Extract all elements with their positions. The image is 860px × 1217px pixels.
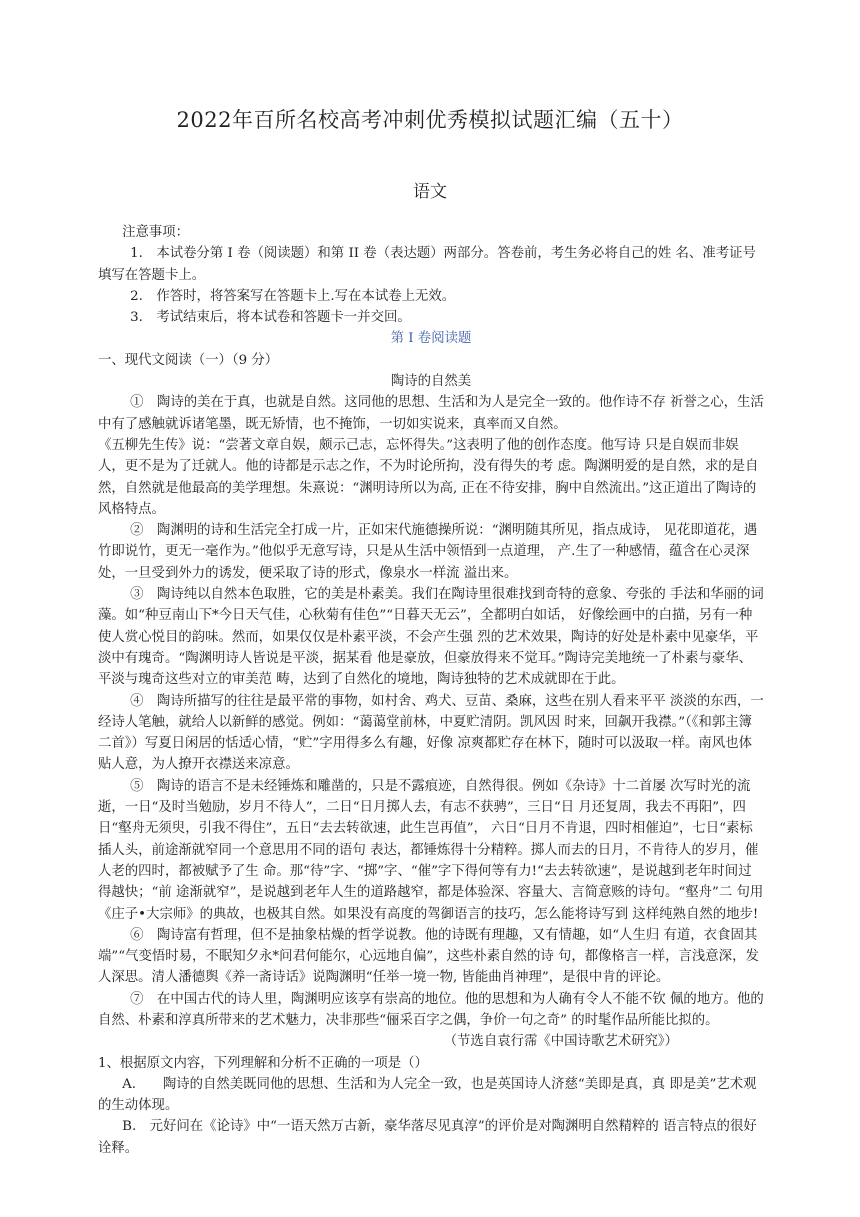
exam-body bbox=[98, 222, 764, 1159]
article-paragraph-3: ③ 陶诗纯以自然本色取胜，它的美是朴素美。我们在陶诗里很难找到奇特的意象、夸张的 手法和华丽的词藻。如“种豆南山下*今日天气佳，心秋菊有佳色”“日暮天无云”，全都明白如话， 好像绘画中的白描，另有一种使人赏心悦目的韵味。然而，如果仅仅是朴素平淡，不会产生强 烈的艺术效果，陶诗的好处是朴素中见豪华，平淡中有瑰奇。“陶渊明诗人皆说是平淡，据某看 他是豪放，但豪放得来不觉耳。”陶诗完美地统一了朴素与豪华、平淡与瑰奇这些对立的审美范 畴，达到了自然化的境地，陶诗独特的艺术成就即在于此。 bbox=[98, 587, 764, 688]
article-paragraph-7: ⑦ 在中国古代的诗人里，陶渊明应该享有崇高的地位。他的思想和为人确有令人不能不钦 佩的地方。他的自然、朴素和淳真所带来的艺术魅力，决非那些“俪采百字之偶，争价一句之奇” 的时髦作品所能比拟的。 bbox=[98, 991, 764, 1028]
subject-title: 语文 bbox=[413, 182, 447, 202]
article-paragraph-4: ④ 陶诗所描写的往往是最平常的事物，如村舍、鸡犬、豆苗、桑麻，这些在别人看来平平 淡淡的东西，一经诗人笔触，就给人以新鲜的感觉。例如：“蔼蔼堂前林，中夏贮清阴。凯风因 时来，回飙开我襟。”（《和郭主簿二首》）写夏日闲居的恬适心情，“贮”字用得多么有趣，好像 凉爽都贮存在林下，随时可以汲取一样。南风也体贴人意，为人撩开衣襟送来凉意。 bbox=[98, 693, 764, 773]
article-paragraph-5: ⑤ 陶诗的语言不是未经锤炼和雕凿的，只是不露痕迹，自然得很。例如《杂诗》十二首屡 次写时光的流逝，一日“及时当勉励，岁月不待人”，二日“日月掷人去，有志不获骋”，三日“日 月还复周，我去不再阳”，四日“壑舟无须臾，引我不得住”，五日“去去转欲速，此生岂再值”， 六日“日月不肯退，四时相催迫”，七日“素标插人头，前途渐就窄同一个意思用不同的语句 表达，都锤炼得十分精粹。掷人而去的日月，不肯待人的岁月，催人老的四时，都被赋予了生 命。那“待”字、“掷”字、“催”字下得何等有力!“去去转欲速”，是说越到老年时间过得越快；“前 途渐就窄”，是说越到老年人生的道路越窄，都是体验深、容量大、言简意赅的诗句。“壑舟”二 句用《庄子•大宗师》的典故，也极其自然。如果没有高度的驾御语言的技巧，怎么能将诗写到 这样纯熟自然的地步! bbox=[98, 778, 764, 922]
article-paragraph-1: ① 陶诗的美在于真，也就是自然。这同他的思想、生活和为人是完全一致的。他作诗不存 祈誉之心，生活中有了感触就诉诸笔墨，既无矫情，也不掩饰，一切如实说来，真率而又自然。 bbox=[98, 395, 764, 432]
volume-title: 第 I 卷阅读题 bbox=[390, 331, 472, 347]
question-option-a: A. 陶诗的自然美既同他的思想、生活和为人完全一致，也是英国诗人济慈“美即是真，真 即是美”艺术观的生动体现。 bbox=[98, 1076, 757, 1114]
question-option-b: B. 元好问在《论诗》中“一语天然万古新，豪华落尽见真淳”的评价是对陶渊明自然精粹的 语言特点的很好诠释。 bbox=[98, 1119, 757, 1156]
notice-item-2: 2. 作答时，将答案写在答题卡上.写在本试卷上无效。 bbox=[130, 288, 456, 304]
exam-title: 2022年百所名校高考冲刺优秀模拟试题汇编（五十） bbox=[176, 108, 684, 132]
notice-item-3: 3. 考试结束后，将本试卷和答题卡一并交回。 bbox=[130, 310, 411, 326]
notice-item-1: 1. 本试卷分第 I 卷（阅读题）和第 II 卷（表达题）两部分。答卷前，考生务必将自己的姓 名、准考证号填写在答题卡上。 bbox=[98, 246, 756, 283]
article-paragraph-6: ⑥ 陶诗富有哲理，但不是抽象枯燥的哲学说教。他的诗既有理趣，又有情趣，如“人生归 有道，衣食固其端”“气变悟时易，不眠知夕永*问君何能尔，心远地自偏”，这些朴素自然的诗 句，都像格言一样，言浅意深，发人深思。清人潘德舆《养一斋诗话》说陶渊明“任举一境一物, 皆能曲肖神理”，是很中肯的评论。 bbox=[98, 927, 759, 986]
notice-heading: 注意事项： bbox=[122, 225, 190, 240]
article-title: 陶诗的自然美 bbox=[390, 374, 472, 390]
question-stem: 1、根据原文内容，下列理解和分析不正确的一项是（） bbox=[98, 1055, 428, 1071]
article-paragraph-1-continued: 《五柳先生传》说：“尝著文章自娱，颇示己志，忘怀得失。”这表明了他的创作态度。他写诗 只是自娱而非娱人，更不是为了迁就人。他的诗都是示志之作，不为时论所拘，没有得失的考 虑。陶渊明爱的是自然，求的是自然，自然就是他最高的美学理想。朱熹说：“渊明诗所以为高, 正在不待安排，胸中自然流出。”这正道出了陶诗的风格特点。 bbox=[98, 437, 759, 517]
part-title: 一、现代文阅读（一）（9 分） bbox=[98, 352, 279, 368]
article-paragraph-2: ② 陶渊明的诗和生活完全打成一片，正如宋代施德操所说：“渊明随其所见，指点成诗， 见花即道花，遇竹即说竹，更无一毫作为。”他似乎无意写诗，只是从生活中领悟到一点道理， 产.生了一种感情，蕴含在心灵深处，一旦受到外力的诱发，便采取了诗的形式，像泉水一样流 溢出来。 bbox=[98, 523, 758, 581]
article-source: （节选自袁行霈《中国诗歌艺术研究》） bbox=[443, 1034, 678, 1050]
